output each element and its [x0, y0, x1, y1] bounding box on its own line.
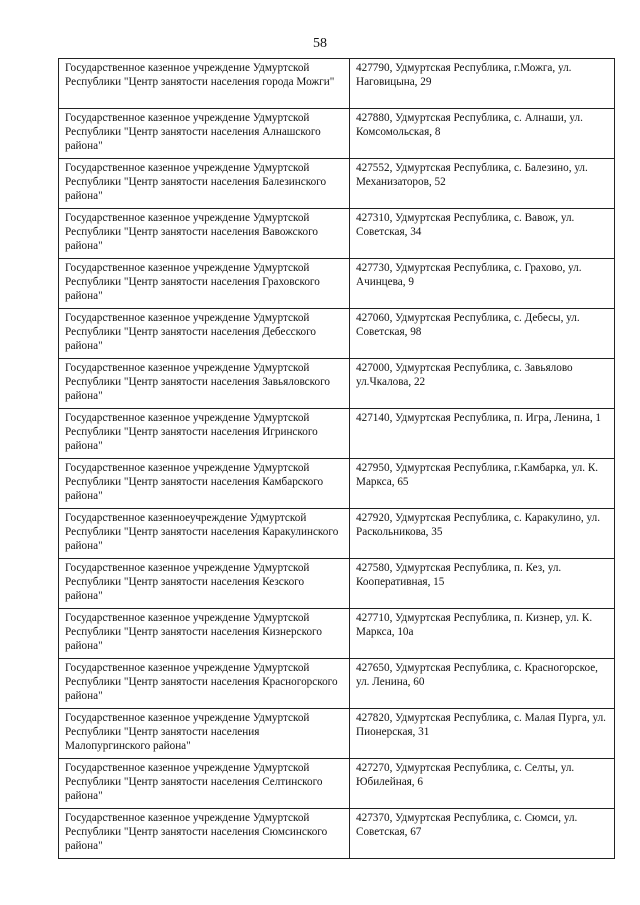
institution-address: 427880, Удмуртская Республика, с. Алнаши, ул. Комсомольская, 8 — [350, 109, 615, 159]
table-row — [59, 459, 615, 509]
institution-address: 427920, Удмуртская Республика, с. Каракулино, ул. Раскольникова, 35 — [350, 509, 615, 559]
institution-address: 427310, Удмуртская Республика, с. Вавож, ул. Советская, 34 — [350, 209, 615, 259]
table-row — [59, 809, 615, 859]
table-row — [59, 359, 615, 409]
institution-name: Государственное казенное учреждение Удмуртской Республики "Центр занятости населения города Можги" — [59, 59, 350, 109]
institution-address: 427820, Удмуртская Республика, с. Малая Пурга, ул. Пионерская, 31 — [350, 709, 615, 759]
table-row — [59, 609, 615, 659]
table-row — [59, 409, 615, 459]
table-row — [59, 659, 615, 709]
institution-address: 427710, Удмуртская Республика, п. Кизнер, ул. К. Маркса, 10а — [350, 609, 615, 659]
table-row — [59, 59, 615, 109]
institution-name: Государственное казенное учреждение Удмуртской Республики "Центр занятости населения Дебесского района" — [59, 309, 350, 359]
institution-address: 427790, Удмуртская Республика, г.Можга, ул. Наговицына, 29 — [350, 59, 615, 109]
employment-centers-table — [58, 58, 615, 859]
table-row — [59, 509, 615, 559]
institution-name: Государственное казенное учреждение Удмуртской Республики "Центр занятости населения Вавожского района" — [59, 209, 350, 259]
table-row — [59, 109, 615, 159]
page-number: 58 — [313, 36, 327, 51]
table-row — [59, 759, 615, 809]
institution-name: Государственное казенное учреждение Удмуртской Республики "Центр занятости населения Завьяловского района" — [59, 359, 350, 409]
institution-address: 427580, Удмуртская Республика, п. Кез, ул. Кооперативная, 15 — [350, 559, 615, 609]
institution-name: Государственное казенное учреждение Удмуртской Республики "Центр занятости населения Кизнерского района" — [59, 609, 350, 659]
institution-address: 427060, Удмуртская Республика, с. Дебесы, ул. Советская, 98 — [350, 309, 615, 359]
table-row — [59, 309, 615, 359]
institution-name: Государственное казенное учреждение Удмуртской Республики "Центр занятости населения Граховского района" — [59, 259, 350, 309]
table-row — [59, 559, 615, 609]
institution-name: Государственное казенное учреждение Удмуртской Республики "Центр занятости населения Балезинского района" — [59, 159, 350, 209]
table-row — [59, 209, 615, 259]
institution-name: Государственное казенное учреждение Удмуртской Республики "Центр занятости населения Малопургинского района" — [59, 709, 350, 759]
institution-name: Государственное казенное учреждение Удмуртской Республики "Центр занятости населения Игринского района" — [59, 409, 350, 459]
institution-name: Государственное казенное учреждение Удмуртской Республики "Центр занятости населения Красногорского района" — [59, 659, 350, 709]
institution-name: Государственное казенное учреждение Удмуртской Республики "Центр занятости населения Сюмсинского района" — [59, 809, 350, 859]
table-row — [59, 159, 615, 209]
institution-address: 427650, Удмуртская Республика, с. Красногорское, ул. Ленина, 60 — [350, 659, 615, 709]
table-row — [59, 259, 615, 309]
institution-name: Государственное казенное учреждение Удмуртской Республики "Центр занятости населения Алнашского района" — [59, 109, 350, 159]
table-row — [59, 709, 615, 759]
institution-name: Государственное казенноеучреждение Удмуртской Республики "Центр занятости населения Каракулинского района" — [59, 509, 350, 559]
institution-address: 427370, Удмуртская Республика, с. Сюмси, ул. Советская, 67 — [350, 809, 615, 859]
institution-address: 427000, Удмуртская Республика, с. Завьялово ул.Чкалова, 22 — [350, 359, 615, 409]
institution-name: Государственное казенное учреждение Удмуртской Республики "Центр занятости населения Кезского района" — [59, 559, 350, 609]
institution-address: 427552, Удмуртская Республика, с. Балезино, ул. Механизаторов, 52 — [350, 159, 615, 209]
institution-address: 427730, Удмуртская Республика, с. Грахово, ул. Ачинцева, 9 — [350, 259, 615, 309]
institution-name: Государственное казенное учреждение Удмуртской Республики "Центр занятости населения Камбарского района" — [59, 459, 350, 509]
institution-address: 427950, Удмуртская Республика, г.Камбарка, ул. К. Маркса, 65 — [350, 459, 615, 509]
institution-address: 427140, Удмуртская Республика, п. Игра, Ленина, 1 — [350, 409, 615, 459]
institution-address: 427270, Удмуртская Республика, с. Селты, ул. Юбилейная, 6 — [350, 759, 615, 809]
institution-name: Государственное казенное учреждение Удмуртской Республики "Центр занятости населения Селтинского района" — [59, 759, 350, 809]
